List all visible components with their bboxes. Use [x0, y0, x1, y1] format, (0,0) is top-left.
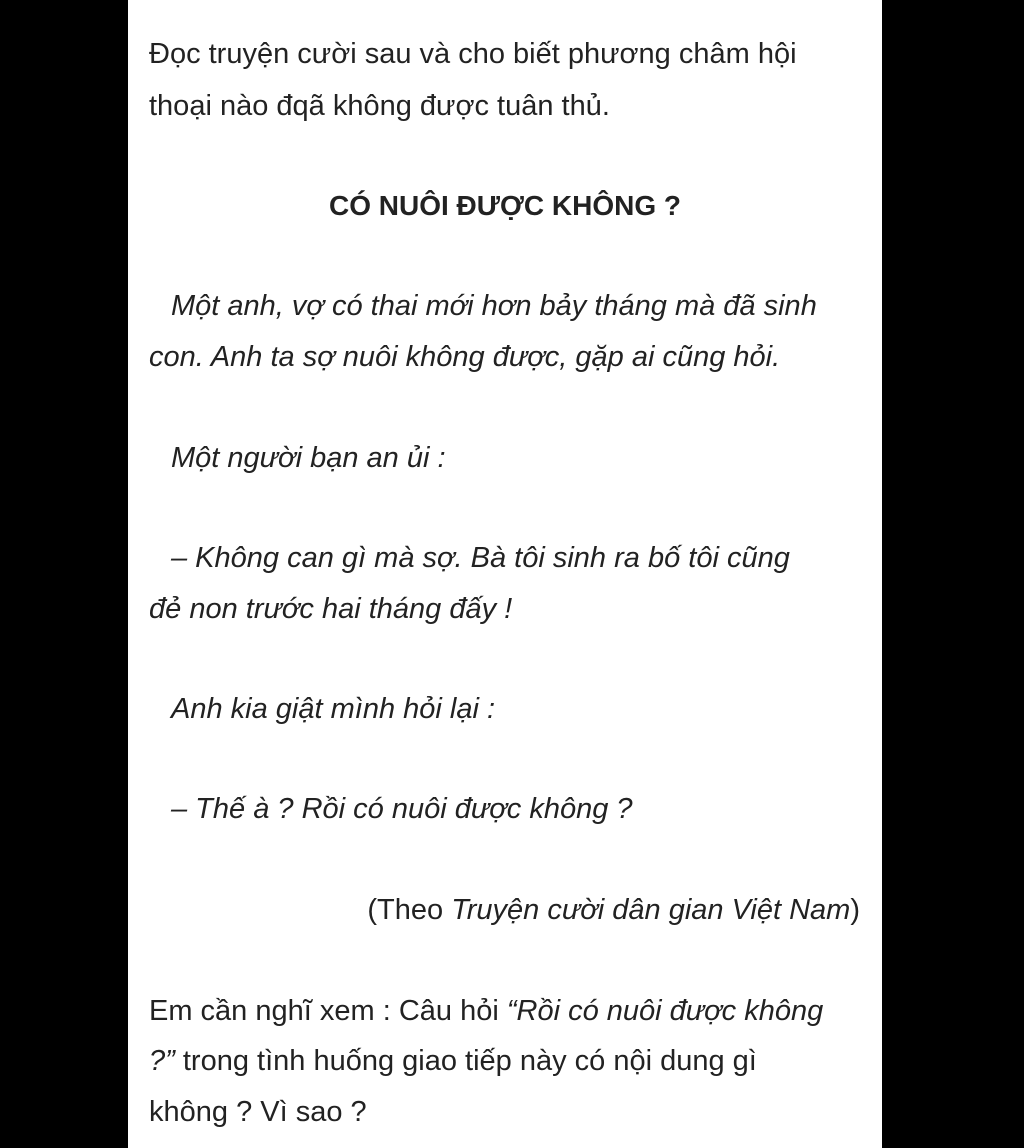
story-paragraph-4: Anh kia giật mình hỏi lại :: [171, 693, 496, 725]
question-prefix: Em cần nghĩ xem : Câu hỏi: [149, 995, 507, 1027]
question-line-3: không ? Vì sao ?: [149, 1096, 367, 1128]
question-line-1: [149, 993, 823, 1029]
story-paragraph-5: – Thế à ? Rồi có nuôi được không ?: [171, 793, 633, 825]
story-source: [367, 892, 860, 928]
story-paragraph-3-line-1: – Không can gì mà sợ. Bà tôi sinh ra bố tôi cũng: [171, 542, 790, 574]
intro-line-2: thoại nào đqã không được tuân thủ.: [149, 90, 610, 122]
question-quote-end: ?”: [149, 1045, 175, 1077]
source-title: Truyện cười dân gian Việt Nam: [451, 894, 851, 926]
source-suffix: ): [850, 894, 860, 926]
intro-line-1: Đọc truyện cười sau và cho biết phương châm hội: [149, 38, 797, 70]
story-paragraph-1-line-1: Một anh, vợ có thai mới hơn bảy tháng mà đã sinh: [171, 290, 817, 322]
story-paragraph-2: Một người bạn an ủi :: [171, 442, 446, 474]
document-page: [128, 0, 882, 1148]
story-paragraph-3-line-2: đẻ non trước hai tháng đấy !: [149, 593, 513, 625]
story-paragraph-1-line-2: con. Anh ta sợ nuôi không được, gặp ai cũng hỏi.: [149, 341, 781, 373]
question-line-2-rest: trong tình huống giao tiếp này có nội dung gì: [174, 1045, 757, 1077]
question-quote-start: “Rồi có nuôi được không: [506, 995, 824, 1027]
question-line-2: [149, 1043, 757, 1079]
story-title: CÓ NUÔI ĐƯỢC KHÔNG ?: [329, 190, 681, 221]
source-prefix: (Theo: [367, 894, 452, 926]
